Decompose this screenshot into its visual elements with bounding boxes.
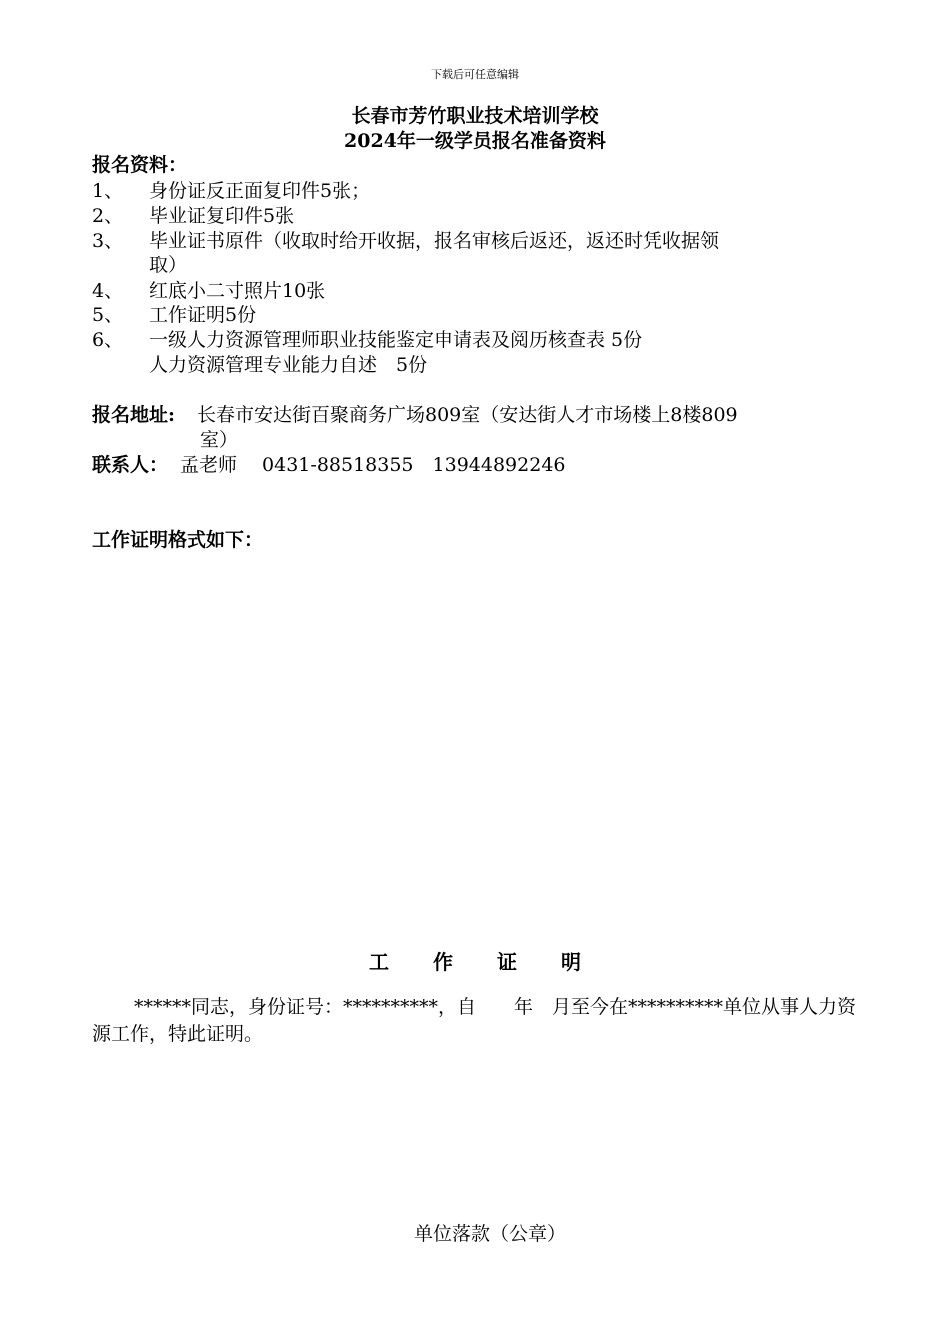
item-number: 1、: [92, 180, 124, 202]
certificate-title: [0, 946, 950, 975]
list-item: 工作证明5份: [149, 304, 257, 326]
document-title-line1: 长春市芳竹职业技术培训学校: [351, 105, 599, 127]
item-number: 2、: [92, 205, 124, 227]
list-item: 毕业证书原件（收取时给开收据，报名审核后返还，返还时凭收据领: [149, 230, 720, 252]
address-continuation: 室）: [200, 429, 239, 451]
list-item: 身份证反正面复印件5张；: [149, 180, 371, 202]
cert-title-char: 作: [433, 950, 453, 974]
contact-text: 孟老师 0431-88518355 13944892246: [180, 454, 566, 476]
item-number: 4、: [92, 280, 124, 302]
materials-label: 报名资料：: [92, 154, 188, 176]
item-number: 3、: [92, 230, 124, 252]
list-item: 一级人力资源管理师职业技能鉴定申请表及阅历核查表 5份: [149, 329, 643, 351]
stamp-line: 单位落款（公章）: [413, 1223, 566, 1245]
item-number: 6、: [92, 329, 124, 351]
cert-title-char: 工: [369, 950, 389, 974]
address-label: 报名地址:: [92, 404, 176, 426]
list-item: 毕业证复印件5张: [149, 205, 295, 227]
contact-label: 联系人：: [92, 454, 169, 476]
list-item: 红底小二寸照片10张: [149, 280, 326, 302]
header-note: 下载后可任意编辑: [431, 68, 519, 81]
certificate-body: ******同志，身份证号：**********，自 年 月至今在**********单位从事人力资源工作，特此证明。: [92, 996, 857, 1045]
list-item-continuation: 人力资源管理专业能力自述 5份: [149, 354, 428, 376]
list-item-continuation: 取）: [149, 254, 188, 276]
format-label: 工作证明格式如下：: [92, 529, 264, 551]
document-title-line2: 2024年一级学员报名准备资料: [344, 130, 606, 152]
item-number: 5、: [92, 304, 124, 326]
cert-title-char: 明: [561, 950, 581, 974]
cert-title-char: 证: [497, 950, 517, 974]
address-text: 长春市安达街百聚商务广场809室（安达街人才市场楼上8楼809: [197, 404, 738, 426]
